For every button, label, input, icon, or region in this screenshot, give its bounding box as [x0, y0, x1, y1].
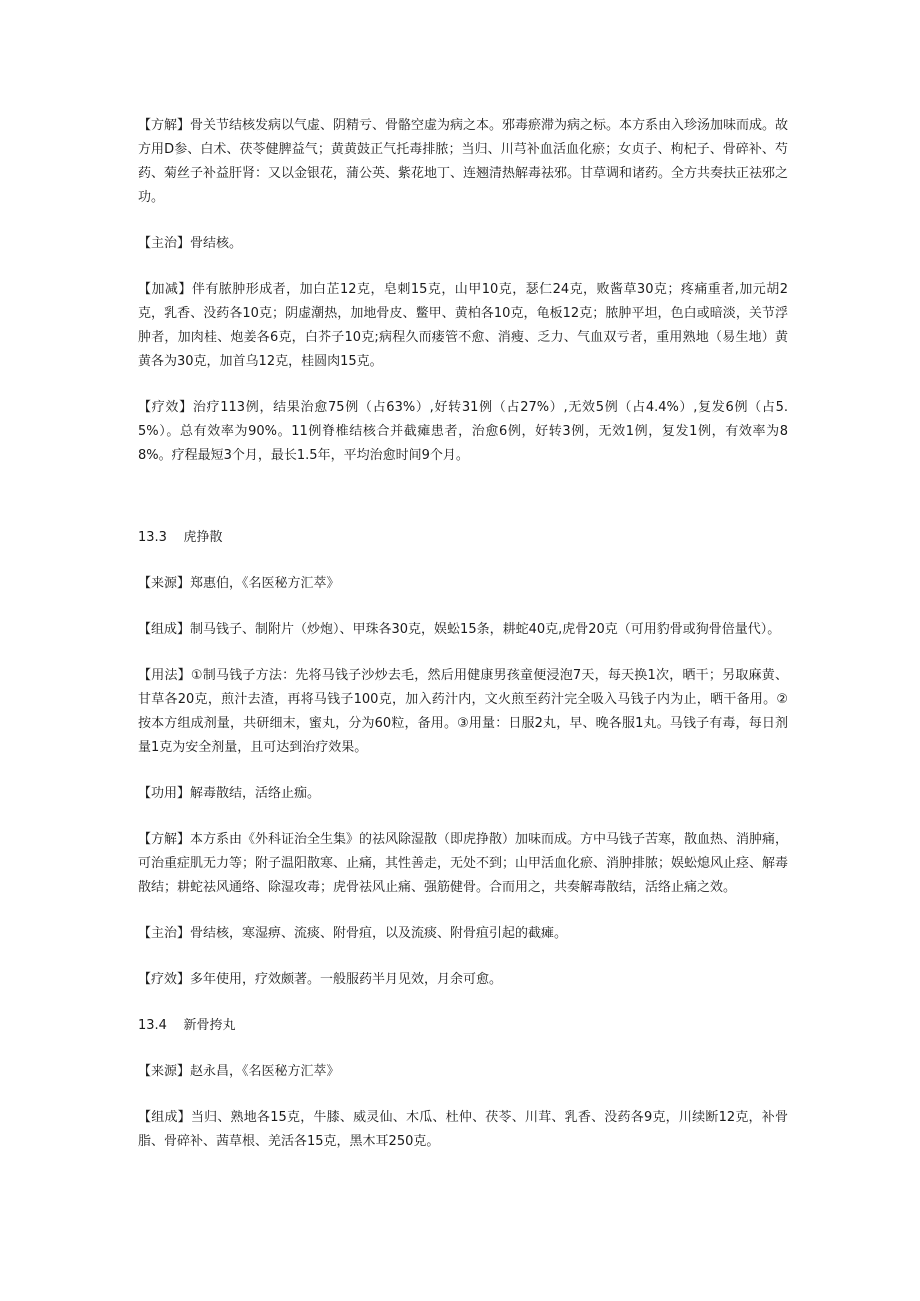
zhuzhi-paragraph: 【主治】骨结核。: [138, 236, 243, 251]
jiajian-paragraph: 【加减】伴有脓肿形成者，加白芷12克，皂刺15克，山甲10克，瑟仁24克，败酱草30克；疼痛重者,加元胡2克，乳香、没药各10克；阴虚潮热，加地骨皮、鳖甲、黄柏各10克，龟板12克；脓肿平坦，色白或暗淡，关节浮肿者，加肉桂、炮姜各6克，白芥子10克;病程久而瘘管不愈、消瘦、乏力、气血双亏者，重用熟地（易生地）黄黄各为30克，加首乌12克，桂圆肉15克。: [138, 282, 788, 369]
section-heading-13-4: 13.4 新骨挎丸: [138, 1018, 236, 1033]
fangjie-paragraph-13-3: 【方解】本方系由《外科证治全生集》的祛风除湿散（即虎挣散）加味而成。方中马钱子苦寒，散血热、消肿痛，可治重症肌无力等；附子温阳散寒、止痛，其性善走，无处不到；山甲活血化瘀、消肿排脓；娱蚣熄风止痉、解毒散结；耕蛇祛风通络、除湿攻毒；虎骨祛风止痛、强筋健骨。合而用之，共奏解毒散结，活络止痛之效。: [138, 832, 789, 895]
laiyuan-paragraph-13-4: 【来源】赵永昌，《名医秘方汇萃》: [138, 1064, 340, 1079]
zhuzhi-paragraph-13-3: 【主治】骨结核，寒湿痹、流痰、附骨疽，以及流痰、附骨疽引起的截瘫。: [138, 926, 568, 941]
yongfa-paragraph: 【用法】①制马钱子方法：先将马钱子沙炒去毛，然后用健康男孩童便浸泡7天，每天换1次，晒干；另取麻黄、甘草各20克，煎汁去渣，再将马钱子100克，加入药汁内，文火煎至药汁完全吸入马钱子内为止，晒干备用。②按本方组成剂量，共研细末，蜜丸，分为60粒，备用。③用量：日服2丸，早、晚各服1丸。马钱子有毒，每日剂量1克为安全剂量，且可达到治疗效果。: [138, 668, 788, 755]
liaoxiao-paragraph-13-3: 【疗效】多年使用，疗效颇著。一般服药半月见效，月余可愈。: [138, 972, 503, 987]
fangjie-paragraph: 【方解】骨关节结核发病以气虚、阴精亏、骨骼空虚为病之本。邪毒瘀滞为病之标。本方系由入珍汤加味而成。故方用D参、白术、茯苓健脾益气；黄黄鼓正气托毒排脓；当归、川芎补血活血化瘀；女贞子、枸杞子、骨碎补、芍药、菊丝子补益肝肾：又以金银花，蒲公英、紫花地丁、连翘清热解毒祛邪。甘草调和诸药。全方共奏扶正祛邪之功。: [138, 118, 789, 205]
gongyong-paragraph: 【功用】解毒散结，活络止痂。: [138, 786, 321, 801]
zucheng-paragraph-13-4: 【组成】当归、熟地各15克，牛膝、威灵仙、木瓜、杜仲、茯苓、川茸、乳香、没药各9克，川续断12克，补骨脂、骨碎补、茜草根、羌活各15克，黑木耳250克。: [138, 1110, 788, 1149]
laiyuan-paragraph: 【来源】郑惠伯，《名医秘方汇萃》: [138, 576, 340, 591]
liaoxiao-paragraph: 【疗效】治疗113例，结果治愈75例（占63%）,好转31例（占27%）,无效5例（占4.4%）,复发6例（占5.5%）。总有效率为90%。11例脊椎结核合并截瘫患者，治愈6例，好转3例，无效1例，复发1例，有效率为88%。疗程最短3个月，最长1.5年，平均治愈时间9个月。: [138, 400, 788, 463]
document-page: [138, 114, 788, 1154]
zucheng-paragraph: 【组成】制马钱子、制附片（炒炮）、甲珠各30克，娱蚣15条，耕蛇40克,虎骨20克（可用豹骨或狗骨倍量代）。: [138, 622, 781, 637]
section-heading-13-3: 13.3 虎挣散: [138, 530, 223, 545]
